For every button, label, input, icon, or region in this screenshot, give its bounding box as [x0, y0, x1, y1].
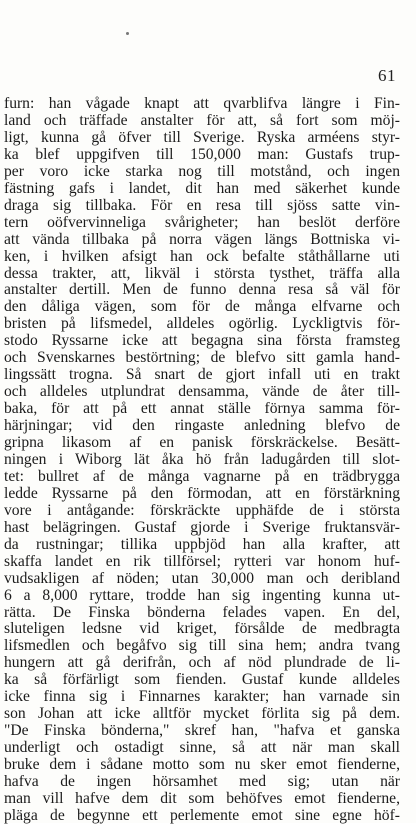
text-line: bruke dem i sådane motto som nu sker emot fienderne,: [4, 756, 400, 774]
text-line: stodo Ryssarne icke att begagna sina första framsteg: [4, 332, 400, 350]
text-line: 6 a 8,000 ryttare, trodde han sig ingenting kunna ut-: [4, 586, 400, 604]
text-line: anstalter dertill. Men de funno denna resa så väl för: [4, 281, 400, 299]
text-line: och Svenskarnes bestörtning; de blefvo sitt gamla hand-: [4, 349, 400, 367]
text-line: skaffa landet en rik tillförsel; rytteri var honom huf-: [4, 552, 400, 570]
text-line: lifsmedlen och begåfvo sig till sina hem; andra tvang: [4, 637, 400, 655]
text-line: icke finna sig i Finnarnes karakter; han varnade sin: [4, 688, 400, 706]
text-line: lingssätt trogna. Så snart de gjort infall uti en trakt: [4, 366, 400, 384]
text-line: pläga de begynne ett perlemente emot sine egne höf-: [4, 806, 400, 824]
text-line: ka blef uppgifven till 150,000 man: Gustafs trup-: [4, 145, 400, 163]
text-line: hafva de ingen hörsamhet med sig; utan när: [4, 773, 400, 790]
text-line: ningen i Wiborg lät åka hö från ladugården till slot-: [4, 450, 400, 468]
ink-speck: [126, 32, 129, 35]
text-line: da rustningar; tillika uppbjöd han alla krafter, att: [4, 535, 400, 553]
text-line: underligt och ostadigt sinne, så att när man skall: [4, 739, 400, 757]
text-line: och alldeles utplundrat densamma, vände de åter till-: [4, 383, 400, 401]
text-line: vudsakligen af nöden; utan 30,000 man och deribland: [4, 569, 400, 587]
text-line: land och träffade anstalter för att, så fort som möj-: [4, 111, 400, 129]
text-line: den dåliga vägen, som för de många elfvarne och: [4, 298, 400, 316]
text-line: per voro icke starka nog till motstånd, och ingen: [4, 162, 400, 180]
text-line: att vända tillbaka på norra vägen längs Bottniska vi-: [4, 230, 400, 248]
text-line: fästning gafs i landet, dit han med säkerhet kunde: [4, 179, 400, 197]
text-line: draga sig tillbaka. För en resa till sjöss satte vin-: [4, 196, 400, 214]
text-line: ka så förfärligt som fienden. Gustaf kunde alldeles: [4, 671, 400, 689]
text-line: ken, i hvilken afsigt han ock befalte ståthållarne uti: [4, 247, 400, 265]
text-line: man vill hafve dem dit som behöfves emot fienderne,: [4, 789, 400, 807]
page-number: 61: [378, 66, 396, 85]
text-line: bristen på lifsmedel, alldeles ogörlig. Lyckligtvis för-: [4, 315, 400, 333]
text-line: "De Finska bönderna," skref han, "hafva et ganska: [4, 722, 400, 740]
text-line: vore i antågande: förskräckte upphäfde de i största: [4, 501, 400, 519]
text-line: sluteligen ledsne vid kriget, försålde de medbragta: [4, 620, 400, 638]
text-line: hast belägringen. Gustaf gjorde i Sverige fruktansvär-: [4, 518, 400, 536]
text-line: hungern att gå derifrån, och af nöd plundrade de li-: [4, 654, 400, 672]
text-line: tern oöfvervinneliga svårigheter; han beslöt derföre: [4, 213, 400, 231]
text-line: furn: han vågade knapt att qvarblifva längre i Fin-: [4, 95, 400, 112]
text-line: ligt, kunna gå öfver till Sverige. Ryska arméens styr-: [4, 128, 400, 146]
text-line: tet: bullret af de många vagnarne på en trädbrygga: [4, 467, 400, 485]
text-line: son Johan att icke alltför mycket förlita sig på dem.: [4, 705, 400, 723]
text-line: dessa trakter, att, likväl i största tysthet, träffa alla: [4, 264, 400, 282]
text-line: baka, för att på ett annat ställe förnya samma för-: [4, 400, 400, 418]
text-line: rätta. De Finska bönderna felades vapen. En del,: [4, 603, 400, 621]
text-line: ledde Ryssarne på den förmodan, att en förstärkning: [4, 484, 400, 502]
text-line: härjningar; vid den ringaste anledning blefvo de: [4, 417, 400, 435]
text-line: gripna likasom af en panisk förskräckelse. Besätt-: [4, 434, 400, 451]
